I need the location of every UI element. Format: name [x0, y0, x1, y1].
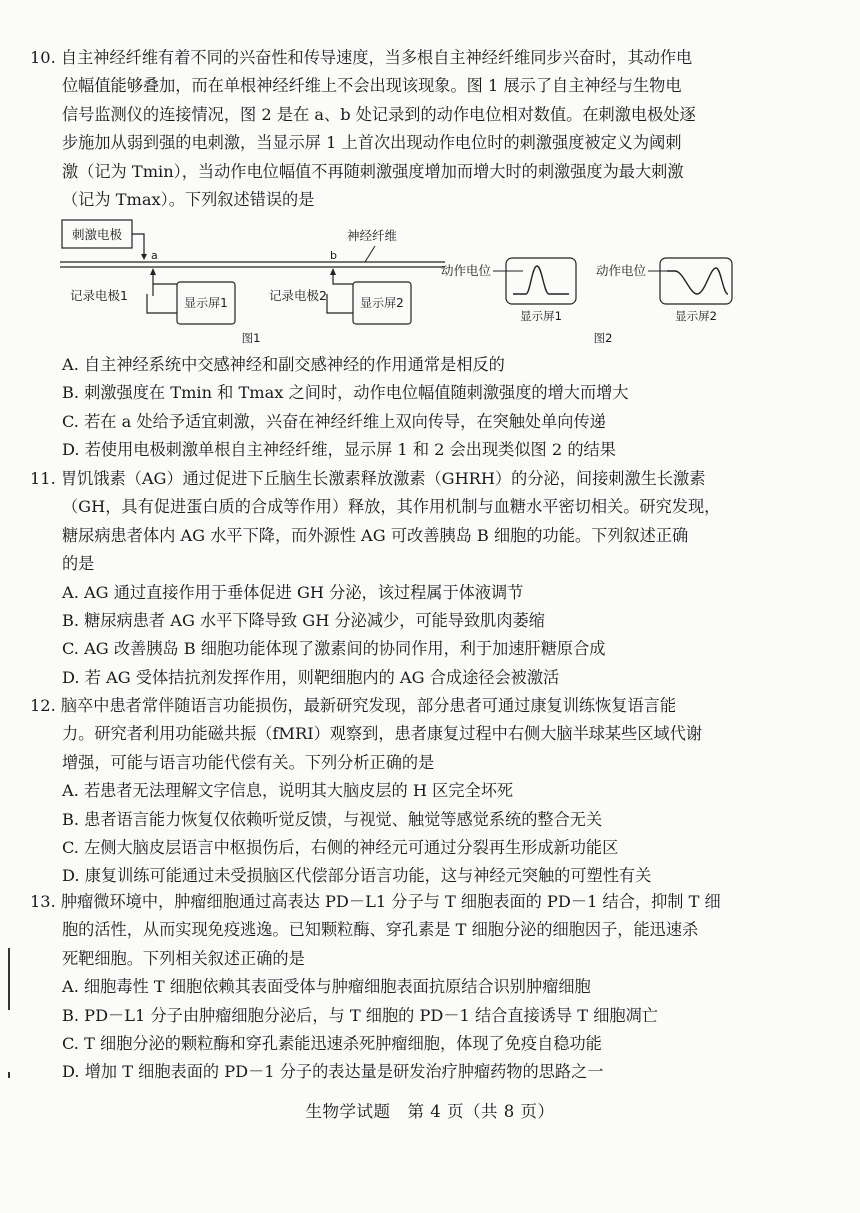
option-b[interactable]: B. 刺激强度在 Tmin 和 Tmax 之间时，动作电位幅值随刺激强度的增大而增大 [62, 383, 629, 403]
scan-margin-mark [8, 948, 10, 1010]
option-d[interactable]: D. 康复训练可能通过未受损脑区代偿部分语言功能，这与神经元突触的可塑性有关 [62, 866, 652, 886]
nerve-recording-figure [55, 218, 745, 350]
question-text-line: 激（记为 Tmin），当动作电位幅值不再随刺激强度增加而增大时的刺激强度为最大刺激 [62, 161, 684, 181]
question-10-options [30, 351, 820, 465]
ap-waveform-2 [667, 268, 728, 294]
option-c[interactable]: C. AG 改善胰岛 B 细胞功能体现了激素间的协同作用，利于加速肝糖原合成 [62, 639, 606, 659]
nerve-fiber-pointer [365, 246, 375, 262]
nerve-fiber-label: 神经纤维 [347, 228, 398, 243]
ap-waveform-1 [513, 266, 569, 294]
question-12 [30, 692, 820, 891]
question-text-line: 胞的活性，从而实现免疫逃逸。已知颗粒酶、穿孔素是 T 细胞分泌的细胞因子，能迅速杀 [62, 920, 699, 940]
fig2-screen-2-label: 显示屏2 [675, 309, 717, 323]
option-b[interactable]: B. 糖尿病患者 AG 水平下降导致 GH 分泌减少，可能导致肌肉萎缩 [62, 611, 545, 631]
rec-wire-1 [153, 275, 177, 296]
point-b-label: b [330, 249, 337, 262]
fig2-screen-1-box [506, 258, 576, 304]
question-text-line: （GH，具有促进蛋白质的合成等作用）释放，其作用机制与血糖水平密切相关。研究发现， [62, 497, 721, 517]
page-footer: 生物学试题 第 4 页（共 8 页） [305, 1102, 555, 1121]
option-a[interactable]: A. AG 通过直接作用于垂体促进 GH 分泌，该过程属于体液调节 [62, 582, 524, 602]
question-text-line: 力。研究者利用功能磁共振（fMRI）观察到，患者康复过程中右侧大脑半球某些区域代谢 [62, 724, 703, 744]
ap-label-2: 动作电位 [596, 263, 647, 278]
question-11 [30, 465, 820, 692]
option-d[interactable]: D. 增加 T 细胞表面的 PD－1 分子的表达量是研发治疗肿瘤药物的思路之一 [62, 1062, 604, 1082]
question-text-line: 信号监测仪的连接情况，图 2 是在 a、b 处记录到的动作电位相对数值。在刺激电极处逐 [62, 104, 696, 124]
option-c[interactable]: C. 左侧大脑皮层语言中枢损伤后，右侧的神经元可通过分裂再生形成新功能区 [62, 838, 619, 858]
question-text-line: 死靶细胞。下列相关叙述正确的是 [62, 948, 305, 968]
rec-electrode-2-label: 记录电极2 [269, 288, 327, 303]
scan-margin-mark [8, 1072, 10, 1078]
option-b[interactable]: B. 患者语言能力恢复仅依赖听觉反馈，与视觉、触觉等感觉系统的整合无关 [62, 809, 603, 829]
question-text-line: 糖尿病患者体内 AG 水平下降，而外源性 AG 可改善胰岛 B 细胞的功能。下列叙述正确 [62, 525, 689, 545]
option-a[interactable]: A. 若患者无法理解文字信息，说明其大脑皮层的 H 区完全坏死 [62, 781, 514, 801]
figure-1-caption: 图1 [241, 331, 261, 345]
rec-electrode-2-arrow-icon [330, 268, 336, 275]
question-text-line: 11. 胃饥饿素（AG）通过促进下丘脑生长激素释放激素（GHRH）的分泌，间接刺激生长激素 [30, 469, 706, 488]
option-a[interactable]: A. 自主神经系统中交感神经和副交感神经的作用通常是相反的 [62, 355, 505, 374]
ap-label-1: 动作电位 [441, 263, 492, 278]
question-text-line: 位幅值能够叠加，而在单根神经纤维上不会出现该现象。图 1 展示了自主神经与生物电 [62, 76, 682, 96]
question-text-line: 12. 脑卒中患者常伴随语言功能损伤，最新研究发现，部分患者可通过康复训练恢复语言能 [30, 696, 677, 715]
stim-arrow-icon [141, 254, 147, 260]
question-text-line: （记为 Tmax）。下列叙述错误的是 [62, 190, 315, 210]
point-a-label: a [151, 249, 158, 262]
fig2-screen-2-box [660, 258, 732, 304]
option-c[interactable]: C. T 细胞分泌的颗粒酶和穿孔素能迅速杀死肿瘤细胞，体现了免疫自稳功能 [62, 1034, 602, 1054]
question-text-line: 的是 [62, 554, 95, 574]
stim-electrode-label: 刺激电极 [71, 227, 123, 242]
question-text-line: 步施加从弱到强的电刺激，当显示屏 1 上首次出现动作电位时的刺激强度被定义为阈刺 [62, 133, 682, 153]
rec-wire-1-return [147, 294, 177, 313]
screen-1-label: 显示屏1 [184, 296, 228, 310]
question-13 [30, 888, 820, 1087]
option-b[interactable]: B. PD－L1 分子由肿瘤细胞分泌后，与 T 细胞的 PD－1 结合直接诱导 T 细胞凋亡 [62, 1005, 658, 1025]
figure-2-caption: 图2 [593, 331, 613, 345]
option-a[interactable]: A. 细胞毒性 T 细胞依赖其表面受体与肿瘤细胞表面抗原结合识别肿瘤细胞 [62, 977, 591, 997]
question-text-line: 10. 自主神经纤维有着不同的兴奋性和传导速度，当多根自主神经纤维同步兴奋时，其动作电 [30, 48, 693, 67]
question-10 [30, 44, 820, 214]
option-d[interactable]: D. 若 AG 受体拮抗剂发挥作用，则靶细胞内的 AG 合成途径会被激活 [62, 667, 560, 687]
question-text-line: 增强，可能与语言功能代偿有关。下列分析正确的是 [62, 752, 435, 772]
screen-2-label: 显示屏2 [360, 296, 404, 310]
rec-electrode-1-arrow-icon [150, 268, 156, 275]
fig2-screen-1-label: 显示屏1 [520, 309, 562, 323]
option-c[interactable]: C. 若在 a 处给予适宜刺激，兴奋在神经纤维上双向传导，在突触处单向传递 [62, 411, 606, 431]
rec-wire-2 [333, 275, 353, 284]
option-d[interactable]: D. 若使用电极刺激单根自主神经纤维，显示屏 1 和 2 会出现类似图 2 的结果 [62, 440, 616, 460]
question-text-line: 13. 肿瘤微环境中，肿瘤细胞通过高表达 PD－L1 分子与 T 细胞表面的 PD－1 结合，抑制 T 细 [30, 892, 721, 911]
rec-electrode-1-label: 记录电极1 [70, 288, 128, 303]
rec-wire-2-return [327, 294, 353, 313]
